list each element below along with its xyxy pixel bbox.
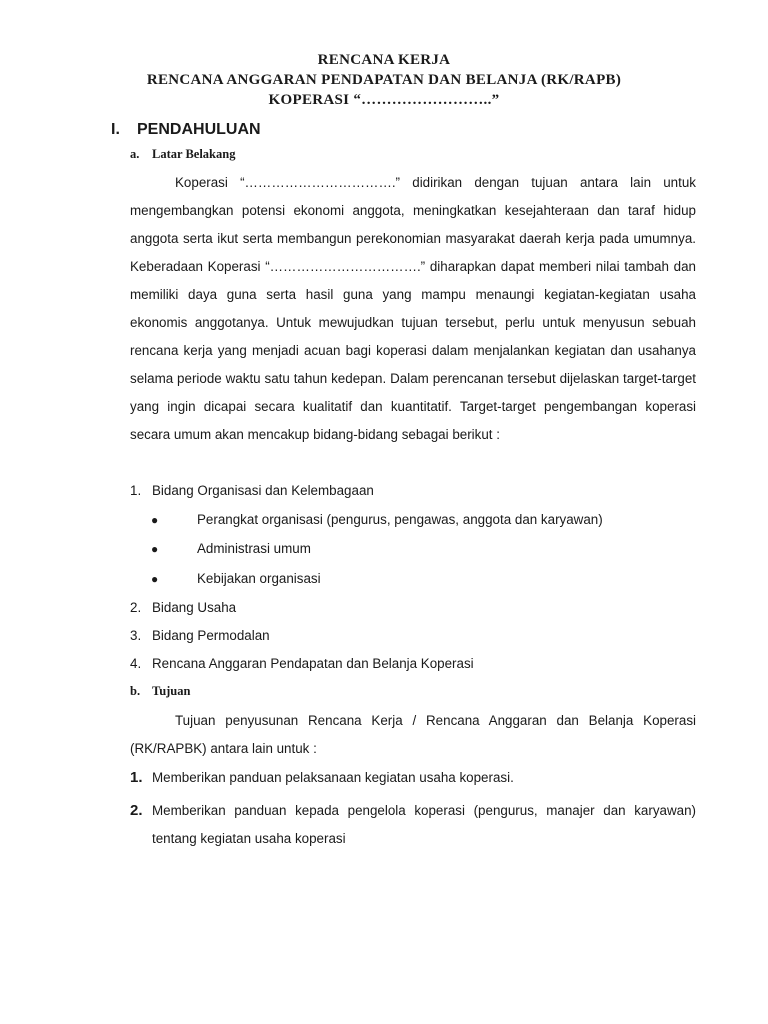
subsection-label: b.	[130, 684, 141, 698]
section-title: PENDAHULUAN	[137, 121, 261, 138]
goal-item-2	[130, 797, 696, 853]
goal-text: Memberikan panduan pelaksanaan kegiatan usaha koperasi.	[152, 770, 514, 785]
goal-text: Memberikan panduan kepada pengelola koperasi (pengurus, manajer dan karyawan) tentang kegiatan usaha koperasi	[152, 803, 696, 846]
subsection-title: Latar Belakang	[152, 147, 236, 161]
list-item-3	[130, 626, 270, 646]
paragraph-tujuan: Tujuan penyusunan Rencana Kerja / Rencana Anggaran dan Belanja Koperasi (RK/RAPBK) antara lain untuk :	[130, 713, 696, 756]
section-number: I.	[111, 121, 120, 138]
bullet-text: Perangkat organisasi (pengurus, pengawas, anggota dan karyawan)	[197, 512, 603, 527]
bullet-item-2	[151, 539, 311, 559]
title-line-3: KOPERASI “……………………..”	[268, 92, 500, 108]
list-item-4	[130, 654, 474, 674]
bullet-item-1	[151, 510, 603, 530]
title-line-2: RENCANA ANGGARAN PENDAPATAN DAN BELANJA (RK/RAPB)	[146, 72, 622, 88]
subsection-heading-tujuan	[130, 684, 190, 699]
bullet-text: Administrasi umum	[197, 541, 311, 556]
subsection-heading-latar-belakang	[130, 147, 235, 162]
list-item-1	[130, 481, 374, 501]
list-number: 4.	[130, 656, 142, 671]
paragraph-latar-belakang: Koperasi “…………………………….” didirikan dengan tujuan antara lain untuk mengembangkan potensi ekonomi anggota, meningkatkan kesejahteraan dan taraf hidup anggota serta ikut serta membangun perekonomian masyarakat daerah kerja pada umumnya. Keberadaan Koperasi “…………………………….” diharapkan dapat memberi nilai tambah dan memiliki daya guna serta hasil guna yang mampu menaungi kegiatan-kegiatan usaha ekonomis anggotanya. Untuk mewujudkan tujuan tersebut, perlu untuk menyusun sebuah rencana kerja yang menjadi acuan bagi koperasi dalam menjalankan kegiatan dan usahanya selama periode waktu satu tahun kedepan. Dalam perencanan tersebut dijelaskan target-target yang ingin dicapai secara kualitatif dan kuantitatif. Target-target pengembangan koperasi secara umum akan mencakup bidang-bidang sebagai berikut :	[130, 175, 696, 442]
goal-item-1	[130, 764, 696, 792]
bullet-text: Kebijakan organisasi	[197, 571, 321, 586]
list-text: Bidang Organisasi dan Kelembagaan	[152, 483, 374, 498]
goal-number: 2.	[130, 802, 143, 819]
list-item-2	[130, 598, 236, 618]
bullet-item-3	[151, 569, 321, 589]
subsection-label: a.	[130, 147, 140, 161]
list-text: Rencana Anggaran Pendapatan dan Belanja Koperasi	[152, 656, 474, 671]
section-heading-pendahuluan	[111, 121, 261, 139]
list-number: 2.	[130, 600, 142, 615]
title-line-1: RENCANA KERJA	[317, 52, 451, 68]
bullet-dot-icon: ●	[151, 572, 159, 586]
subsection-title: Tujuan	[152, 684, 191, 698]
list-number: 3.	[130, 628, 142, 643]
bullet-dot-icon: ●	[151, 542, 159, 556]
bullet-dot-icon: ●	[151, 513, 159, 527]
list-text: Bidang Usaha	[152, 600, 237, 615]
list-number: 1.	[130, 483, 142, 498]
list-text: Bidang Permodalan	[152, 628, 270, 643]
goal-number: 1.	[130, 769, 143, 786]
